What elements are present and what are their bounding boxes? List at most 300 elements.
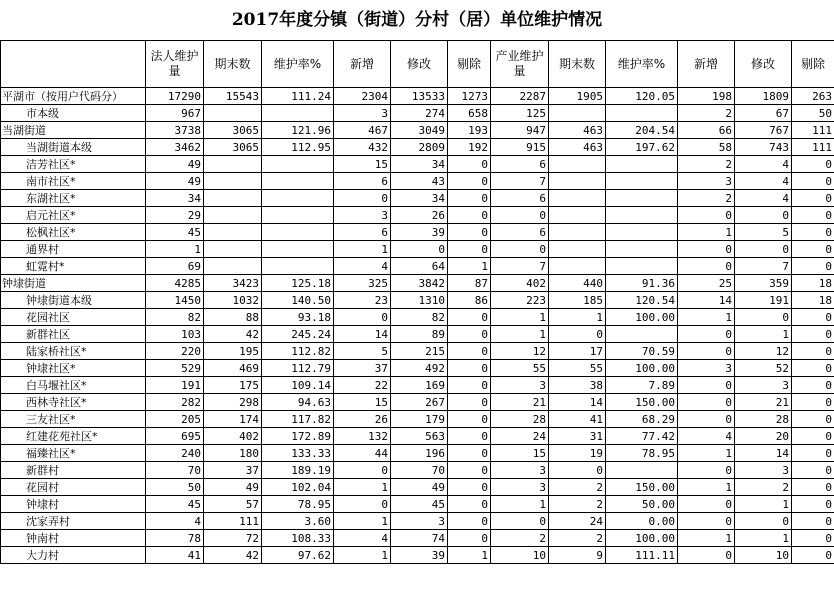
table-cell: 1 [448,547,491,564]
table-cell: 34 [391,190,448,207]
table-cell: 4 [735,173,792,190]
table-cell: 0 [792,462,834,479]
table-cell [204,224,262,241]
table-cell: 82 [391,309,448,326]
table-cell: 0.00 [606,513,678,530]
header-cell-legal-rate: 维护率% [262,41,334,88]
table-cell: 197.62 [606,139,678,156]
table-cell: 4 [334,530,391,547]
table-cell: 215 [391,343,448,360]
table-cell: 0 [735,241,792,258]
table-cell: 37 [204,462,262,479]
table-cell: 100.00 [606,530,678,547]
table-cell: 1 [146,241,204,258]
table-cell: 44 [334,445,391,462]
table-cell: 41 [146,547,204,564]
table-cell: 0 [678,326,735,343]
header-cell-industry-modify: 修改 [735,41,792,88]
table-cell [549,241,606,258]
table-cell: 112.82 [262,343,334,360]
table-cell: 15543 [204,88,262,105]
table-row [1,275,834,292]
header-row [1,41,834,88]
header-cell-legal-modify: 修改 [391,41,448,88]
row-unit-name: 钟埭街道本级 [1,292,146,309]
table-cell: 4 [735,156,792,173]
table-cell: 39 [391,224,448,241]
table-cell [606,241,678,258]
table-cell [204,173,262,190]
table-cell: 0 [792,513,834,530]
table-row [1,496,834,513]
table-cell: 94.63 [262,394,334,411]
table-cell [549,258,606,275]
table-cell: 15 [334,156,391,173]
table-cell: 0 [792,326,834,343]
table-cell: 1 [735,530,792,547]
table-cell: 111.11 [606,547,678,564]
table-cell [549,105,606,122]
table-cell: 0 [334,190,391,207]
table-cell: 0 [792,173,834,190]
table-row [1,394,834,411]
table-cell: 93.18 [262,309,334,326]
table-cell: 1 [491,326,549,343]
table-cell: 102.04 [262,479,334,496]
table-cell: 150.00 [606,479,678,496]
table-cell: 0 [678,411,735,428]
table-cell: 204.54 [606,122,678,139]
table-cell: 67 [735,105,792,122]
table-cell: 0 [448,530,491,547]
table-cell: 6 [334,224,391,241]
table-cell: 0 [448,377,491,394]
row-unit-name: 平湖市（按用户代码分） [1,88,146,105]
table-cell: 28 [735,411,792,428]
table-cell: 140.50 [262,292,334,309]
table-cell: 42 [204,547,262,564]
table-row [1,224,834,241]
table-cell: 3 [678,360,735,377]
header-cell-industry-maintenance: 产业维护量 [491,41,549,88]
table-cell: 0 [678,394,735,411]
row-unit-name: 花园村 [1,479,146,496]
table-cell: 34 [391,156,448,173]
table-cell: 0 [448,326,491,343]
table-cell: 2 [549,496,606,513]
table-cell: 0 [792,241,834,258]
table-cell: 6 [334,173,391,190]
table-cell: 245.24 [262,326,334,343]
table-row [1,292,834,309]
page-title: 2017年度分镇（街道）分村（居）单位维护情况 [231,10,603,30]
maintenance-table [0,40,834,564]
table-cell: 1 [334,547,391,564]
table-cell: 223 [491,292,549,309]
table-cell: 43 [391,173,448,190]
row-unit-name: 三友社区* [1,411,146,428]
table-cell: 1273 [448,88,491,105]
table-cell: 14 [334,326,391,343]
table-cell: 6 [491,224,549,241]
table-cell: 69 [146,258,204,275]
table-cell: 121.96 [262,122,334,139]
table-cell: 7 [491,173,549,190]
table-cell: 0 [792,479,834,496]
table-cell: 2 [735,479,792,496]
table-cell: 31 [549,428,606,445]
table-cell: 132 [334,428,391,445]
table-cell: 14 [678,292,735,309]
table-cell: 49 [204,479,262,496]
table-cell: 529 [146,360,204,377]
table-cell: 1 [678,224,735,241]
table-cell: 1310 [391,292,448,309]
table-cell: 2 [678,105,735,122]
header-cell-industry-end-count: 期末数 [549,41,606,88]
table-cell: 52 [735,360,792,377]
table-cell [606,224,678,241]
table-cell [606,326,678,343]
table-row [1,122,834,139]
table-cell: 112.79 [262,360,334,377]
table-header [1,41,834,88]
table-cell: 20 [735,428,792,445]
table-cell: 0 [448,411,491,428]
table-row [1,241,834,258]
header-cell-legal-new: 新增 [334,41,391,88]
table-cell: 658 [448,105,491,122]
row-unit-name: 钟埭社区* [1,360,146,377]
row-unit-name: 钟埭村 [1,496,146,513]
table-cell: 50 [146,479,204,496]
header-cell-industry-rate: 维护率% [606,41,678,88]
table-cell: 5 [735,224,792,241]
table-cell: 120.05 [606,88,678,105]
table-cell: 21 [735,394,792,411]
table-cell: 263 [792,88,834,105]
table-cell: 0 [448,207,491,224]
table-row [1,207,834,224]
table-cell: 469 [204,360,262,377]
table-cell: 0 [792,428,834,445]
table-cell: 24 [491,428,549,445]
table-cell [549,173,606,190]
table-cell [606,173,678,190]
table-cell: 0 [792,190,834,207]
table-cell: 3065 [204,139,262,156]
table-row [1,462,834,479]
table-row [1,411,834,428]
table-cell: 0 [549,326,606,343]
table-cell: 0 [678,377,735,394]
table-cell: 463 [549,139,606,156]
table-cell: 0 [448,513,491,530]
table-cell: 174 [204,411,262,428]
table-cell: 0 [448,156,491,173]
row-unit-name: 当湖街道本级 [1,139,146,156]
table-cell: 111.24 [262,88,334,105]
table-cell [262,241,334,258]
table-cell: 3049 [391,122,448,139]
table-cell: 282 [146,394,204,411]
table-cell: 89 [391,326,448,343]
table-cell: 23 [334,292,391,309]
table-cell: 78.95 [606,445,678,462]
table-cell: 0 [448,479,491,496]
table-cell: 5 [334,343,391,360]
table-body [1,88,834,564]
table-cell: 267 [391,394,448,411]
row-unit-name: 南市社区* [1,173,146,190]
table-cell: 0 [792,496,834,513]
table-cell: 68.29 [606,411,678,428]
table-cell: 86 [448,292,491,309]
table-cell: 17 [549,343,606,360]
table-cell: 463 [549,122,606,139]
row-unit-name: 白马堰社区* [1,377,146,394]
table-cell: 0 [678,258,735,275]
table-cell: 0 [792,547,834,564]
table-cell: 72 [204,530,262,547]
table-row [1,190,834,207]
row-unit-name: 启元社区* [1,207,146,224]
table-cell: 0 [792,411,834,428]
row-unit-name: 东湖社区* [1,190,146,207]
table-cell: 1 [334,479,391,496]
table-cell: 402 [204,428,262,445]
table-cell: 440 [549,275,606,292]
table-cell [262,190,334,207]
row-unit-name: 陆家桥社区* [1,343,146,360]
table-cell: 0 [735,309,792,326]
table-cell: 1 [678,530,735,547]
table-cell: 1905 [549,88,606,105]
table-cell: 45 [146,496,204,513]
table-row [1,343,834,360]
table-row [1,547,834,564]
table-cell: 767 [735,122,792,139]
table-cell [204,241,262,258]
table-cell: 220 [146,343,204,360]
table-cell: 0 [792,530,834,547]
table-cell [549,224,606,241]
table-cell: 492 [391,360,448,377]
table-cell: 64 [391,258,448,275]
table-cell: 117.82 [262,411,334,428]
row-unit-name: 福臻社区* [1,445,146,462]
table-cell: 192 [448,139,491,156]
table-row [1,139,834,156]
table-cell: 7.89 [606,377,678,394]
row-unit-name: 通界村 [1,241,146,258]
table-cell: 0 [792,309,834,326]
table-cell: 0 [792,394,834,411]
table-cell: 15 [491,445,549,462]
table-cell [549,156,606,173]
row-unit-name: 市本级 [1,105,146,122]
table-cell: 3 [491,479,549,496]
table-cell: 0 [792,377,834,394]
table-row [1,173,834,190]
table-cell: 49 [391,479,448,496]
table-cell: 3462 [146,139,204,156]
table-cell: 198 [678,88,735,105]
table-row [1,360,834,377]
table-cell: 0 [448,462,491,479]
table-cell: 0 [735,513,792,530]
table-cell: 125 [491,105,549,122]
table-cell [262,173,334,190]
table-cell: 7 [735,258,792,275]
table-cell: 1032 [204,292,262,309]
table-cell: 2304 [334,88,391,105]
table-cell: 274 [391,105,448,122]
table-row [1,377,834,394]
table-cell: 298 [204,394,262,411]
table-cell: 3 [491,462,549,479]
table-row [1,326,834,343]
table-cell [549,190,606,207]
table-cell: 172.89 [262,428,334,445]
table-cell: 19 [549,445,606,462]
table-cell: 38 [549,377,606,394]
table-cell: 100.00 [606,360,678,377]
table-cell: 0 [792,258,834,275]
table-cell: 3 [735,377,792,394]
table-cell: 0 [491,207,549,224]
table-cell: 169 [391,377,448,394]
table-cell: 0 [448,394,491,411]
table-row [1,513,834,530]
table-cell [204,190,262,207]
table-row [1,428,834,445]
table-cell: 77.42 [606,428,678,445]
table-cell: 0 [448,343,491,360]
table-cell: 7 [491,258,549,275]
table-cell: 3 [391,513,448,530]
table-cell: 74 [391,530,448,547]
row-unit-name: 西林寺社区* [1,394,146,411]
table-cell: 0 [549,462,606,479]
table-cell: 1 [735,496,792,513]
table-cell: 743 [735,139,792,156]
table-cell [606,156,678,173]
table-cell: 6 [491,190,549,207]
table-cell: 191 [146,377,204,394]
table-cell: 108.33 [262,530,334,547]
row-unit-name: 大力村 [1,547,146,564]
table-cell: 50.00 [606,496,678,513]
table-cell: 0 [448,428,491,445]
table-cell: 4285 [146,275,204,292]
table-cell: 0 [792,360,834,377]
table-cell: 55 [549,360,606,377]
table-cell: 0 [491,513,549,530]
table-cell: 0 [448,309,491,326]
table-cell [606,105,678,122]
table-cell: 4 [334,258,391,275]
table-cell: 6 [491,156,549,173]
table-cell: 12 [735,343,792,360]
table-cell: 1 [678,309,735,326]
table-cell [204,105,262,122]
row-unit-name: 新群社区 [1,326,146,343]
table-cell: 185 [549,292,606,309]
table-cell [606,207,678,224]
table-cell: 0 [792,343,834,360]
table-cell: 2 [549,530,606,547]
table-cell: 2809 [391,139,448,156]
table-cell: 120.54 [606,292,678,309]
table-cell: 0 [792,207,834,224]
table-cell: 0 [678,207,735,224]
table-cell: 0 [792,224,834,241]
table-cell: 50 [792,105,834,122]
table-cell: 1 [549,309,606,326]
table-cell: 0 [448,445,491,462]
table-cell: 0 [678,241,735,258]
table-cell: 4 [146,513,204,530]
table-cell: 0 [334,462,391,479]
row-unit-name: 钟埭街道 [1,275,146,292]
header-cell-industry-new: 新增 [678,41,735,88]
table-cell: 15 [334,394,391,411]
table-cell: 26 [334,411,391,428]
table-cell [262,207,334,224]
table-cell: 432 [334,139,391,156]
table-cell: 3423 [204,275,262,292]
header-cell-legal-end-count: 期末数 [204,41,262,88]
table-cell: 4 [735,190,792,207]
table-cell: 45 [146,224,204,241]
table-cell [606,190,678,207]
table-cell: 39 [391,547,448,564]
table-cell: 191 [735,292,792,309]
table-cell: 109.14 [262,377,334,394]
table-cell: 133.33 [262,445,334,462]
table-cell: 49 [146,173,204,190]
table-cell: 205 [146,411,204,428]
table-cell: 402 [491,275,549,292]
table-cell: 3065 [204,122,262,139]
table-cell: 189.19 [262,462,334,479]
table-cell [262,156,334,173]
table-cell: 3842 [391,275,448,292]
table-cell: 24 [549,513,606,530]
table-cell: 88 [204,309,262,326]
table-cell: 0 [391,241,448,258]
table-cell: 18 [792,275,834,292]
table-cell: 1 [678,445,735,462]
table-cell [204,207,262,224]
table-row [1,88,834,105]
table-cell: 70 [391,462,448,479]
table-cell: 9 [549,547,606,564]
table-cell: 22 [334,377,391,394]
table-cell: 0 [448,496,491,513]
row-unit-name: 红建花苑社区* [1,428,146,445]
table-cell: 66 [678,122,735,139]
table-cell [262,258,334,275]
table-cell: 57 [204,496,262,513]
row-unit-name: 洁芳社区* [1,156,146,173]
table-cell: 2 [549,479,606,496]
table-cell: 91.36 [606,275,678,292]
table-cell [262,224,334,241]
table-cell: 10 [735,547,792,564]
table-cell: 37 [334,360,391,377]
